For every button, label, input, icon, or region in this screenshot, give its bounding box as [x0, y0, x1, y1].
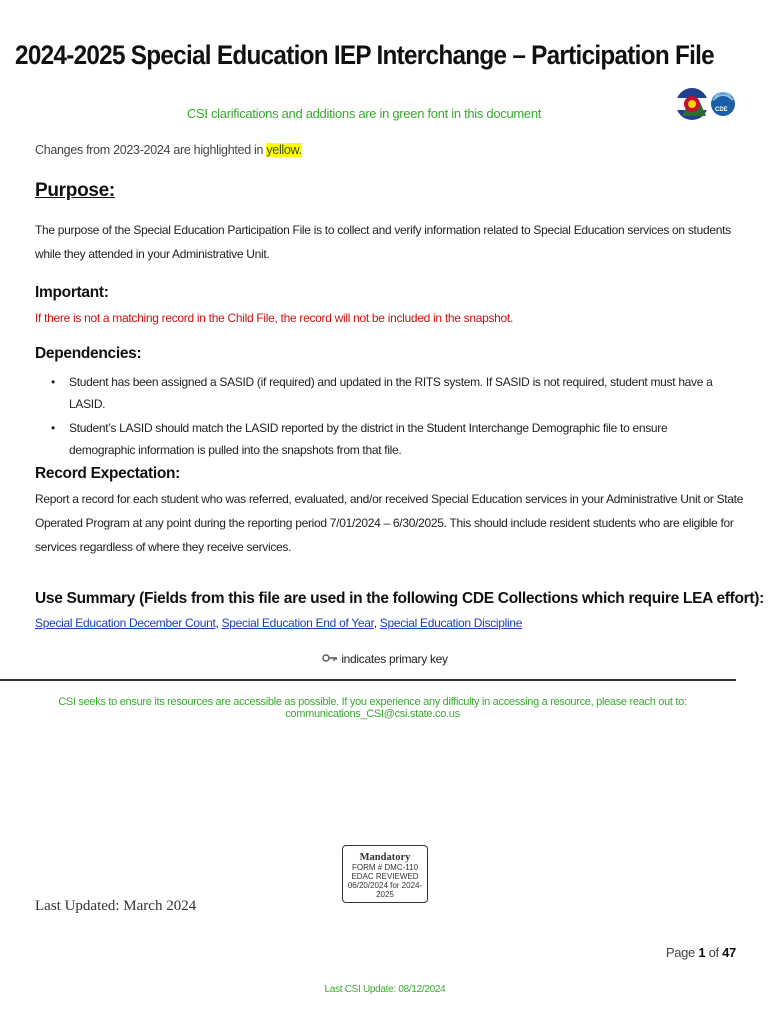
page-number — [666, 945, 736, 960]
last-updated: Last Updated: March 2024 — [35, 898, 197, 914]
important-heading: Important: — [35, 284, 109, 301]
mandatory-stamp — [342, 845, 428, 903]
dependency-text: Student’s LASID should match the LASID reported by the district in the Student Interchange Demographic file to ensure demographic information is pulled into the snapshots from that file. — [69, 421, 668, 457]
link-separator: , — [373, 616, 380, 630]
key-icon — [322, 652, 341, 666]
list-item: • Student has been assigned a SASID (if required) and updated in the RITS system. If SASID is not required, student must have a LASID. — [51, 375, 713, 411]
page-of: of — [708, 945, 719, 960]
list-item: • Student’s LASID should match the LASID reported by the district in the Student Interchange Demographic file to ensure demographic information is pulled into the snapshots from that file. — [51, 421, 668, 457]
primary-key-note — [0, 652, 770, 666]
stamp-title: Mandatory — [359, 852, 411, 863]
page-current: 1 — [698, 945, 706, 960]
link-discipline[interactable]: Special Education Discipline — [379, 616, 523, 630]
csi-clarification-note: CSI clarifications and additions are in green font in this document — [186, 106, 542, 121]
dependencies-list — [35, 371, 735, 463]
cde-logo-text: CDE — [715, 107, 728, 113]
link-separator: , — [215, 616, 222, 630]
page-label: Page — [665, 945, 695, 960]
stamp-form: FORM # DMC-110 — [351, 863, 419, 872]
page-total: 47 — [722, 945, 736, 960]
changes-note-highlight: yellow. — [266, 143, 302, 157]
stamp-date: 06/20/2024 for 2024-2025 — [347, 881, 423, 899]
divider — [0, 679, 736, 681]
record-expectation-heading: Record Expectation: — [35, 465, 181, 482]
purpose-heading: Purpose: — [35, 180, 115, 201]
stamp-reviewed: EDAC REVIEWED — [351, 872, 419, 881]
primary-key-text: indicates primary key — [341, 652, 448, 666]
accessibility-note: CSI seeks to ensure its resources are accessible as possible. If you experience any difficulty in accessing a resource, please reach out to: communications_CSI@csi.state.co.us — [58, 696, 687, 720]
purpose-text: The purpose of the Special Education Participation File is to collect and verify information related to Special Education services on students while they attended in your Administrative Unit. — [35, 223, 731, 261]
link-december-count[interactable]: Special Education December Count — [35, 616, 216, 630]
changes-note — [35, 143, 302, 157]
use-summary-heading: Use Summary (Fields from this file are used in the following CDE Collections which require LEA effort): — [35, 590, 764, 607]
dependency-text: Student has been assigned a SASID (if required) and updated in the RITS system. If SASID is not required, student must have a LASID. — [69, 375, 713, 411]
changes-note-prefix: Changes from 2023-2024 are highlighted in — [35, 143, 264, 157]
dependencies-heading: Dependencies: — [35, 345, 142, 362]
record-expectation-text: Report a record for each student who was referred, evaluated, and/or received Special Education services in your Administrative Unit or State Operated Program at any point during the reporting period 7/01/2024 – 6/30/2025. This should include resident students who are eligible for services regardless of where they receive services. — [35, 492, 744, 554]
collection-links — [35, 616, 522, 630]
link-end-of-year[interactable]: Special Education End of Year — [221, 616, 374, 630]
document-title: 2024-2025 Special Education IEP Interchange – Participation File — [15, 40, 714, 70]
csi-last-update: Last CSI Update: 08/12/2024 — [324, 984, 446, 995]
important-text: If there is not a matching record in the Child File, the record will not be included in the snapshot. — [35, 311, 513, 325]
